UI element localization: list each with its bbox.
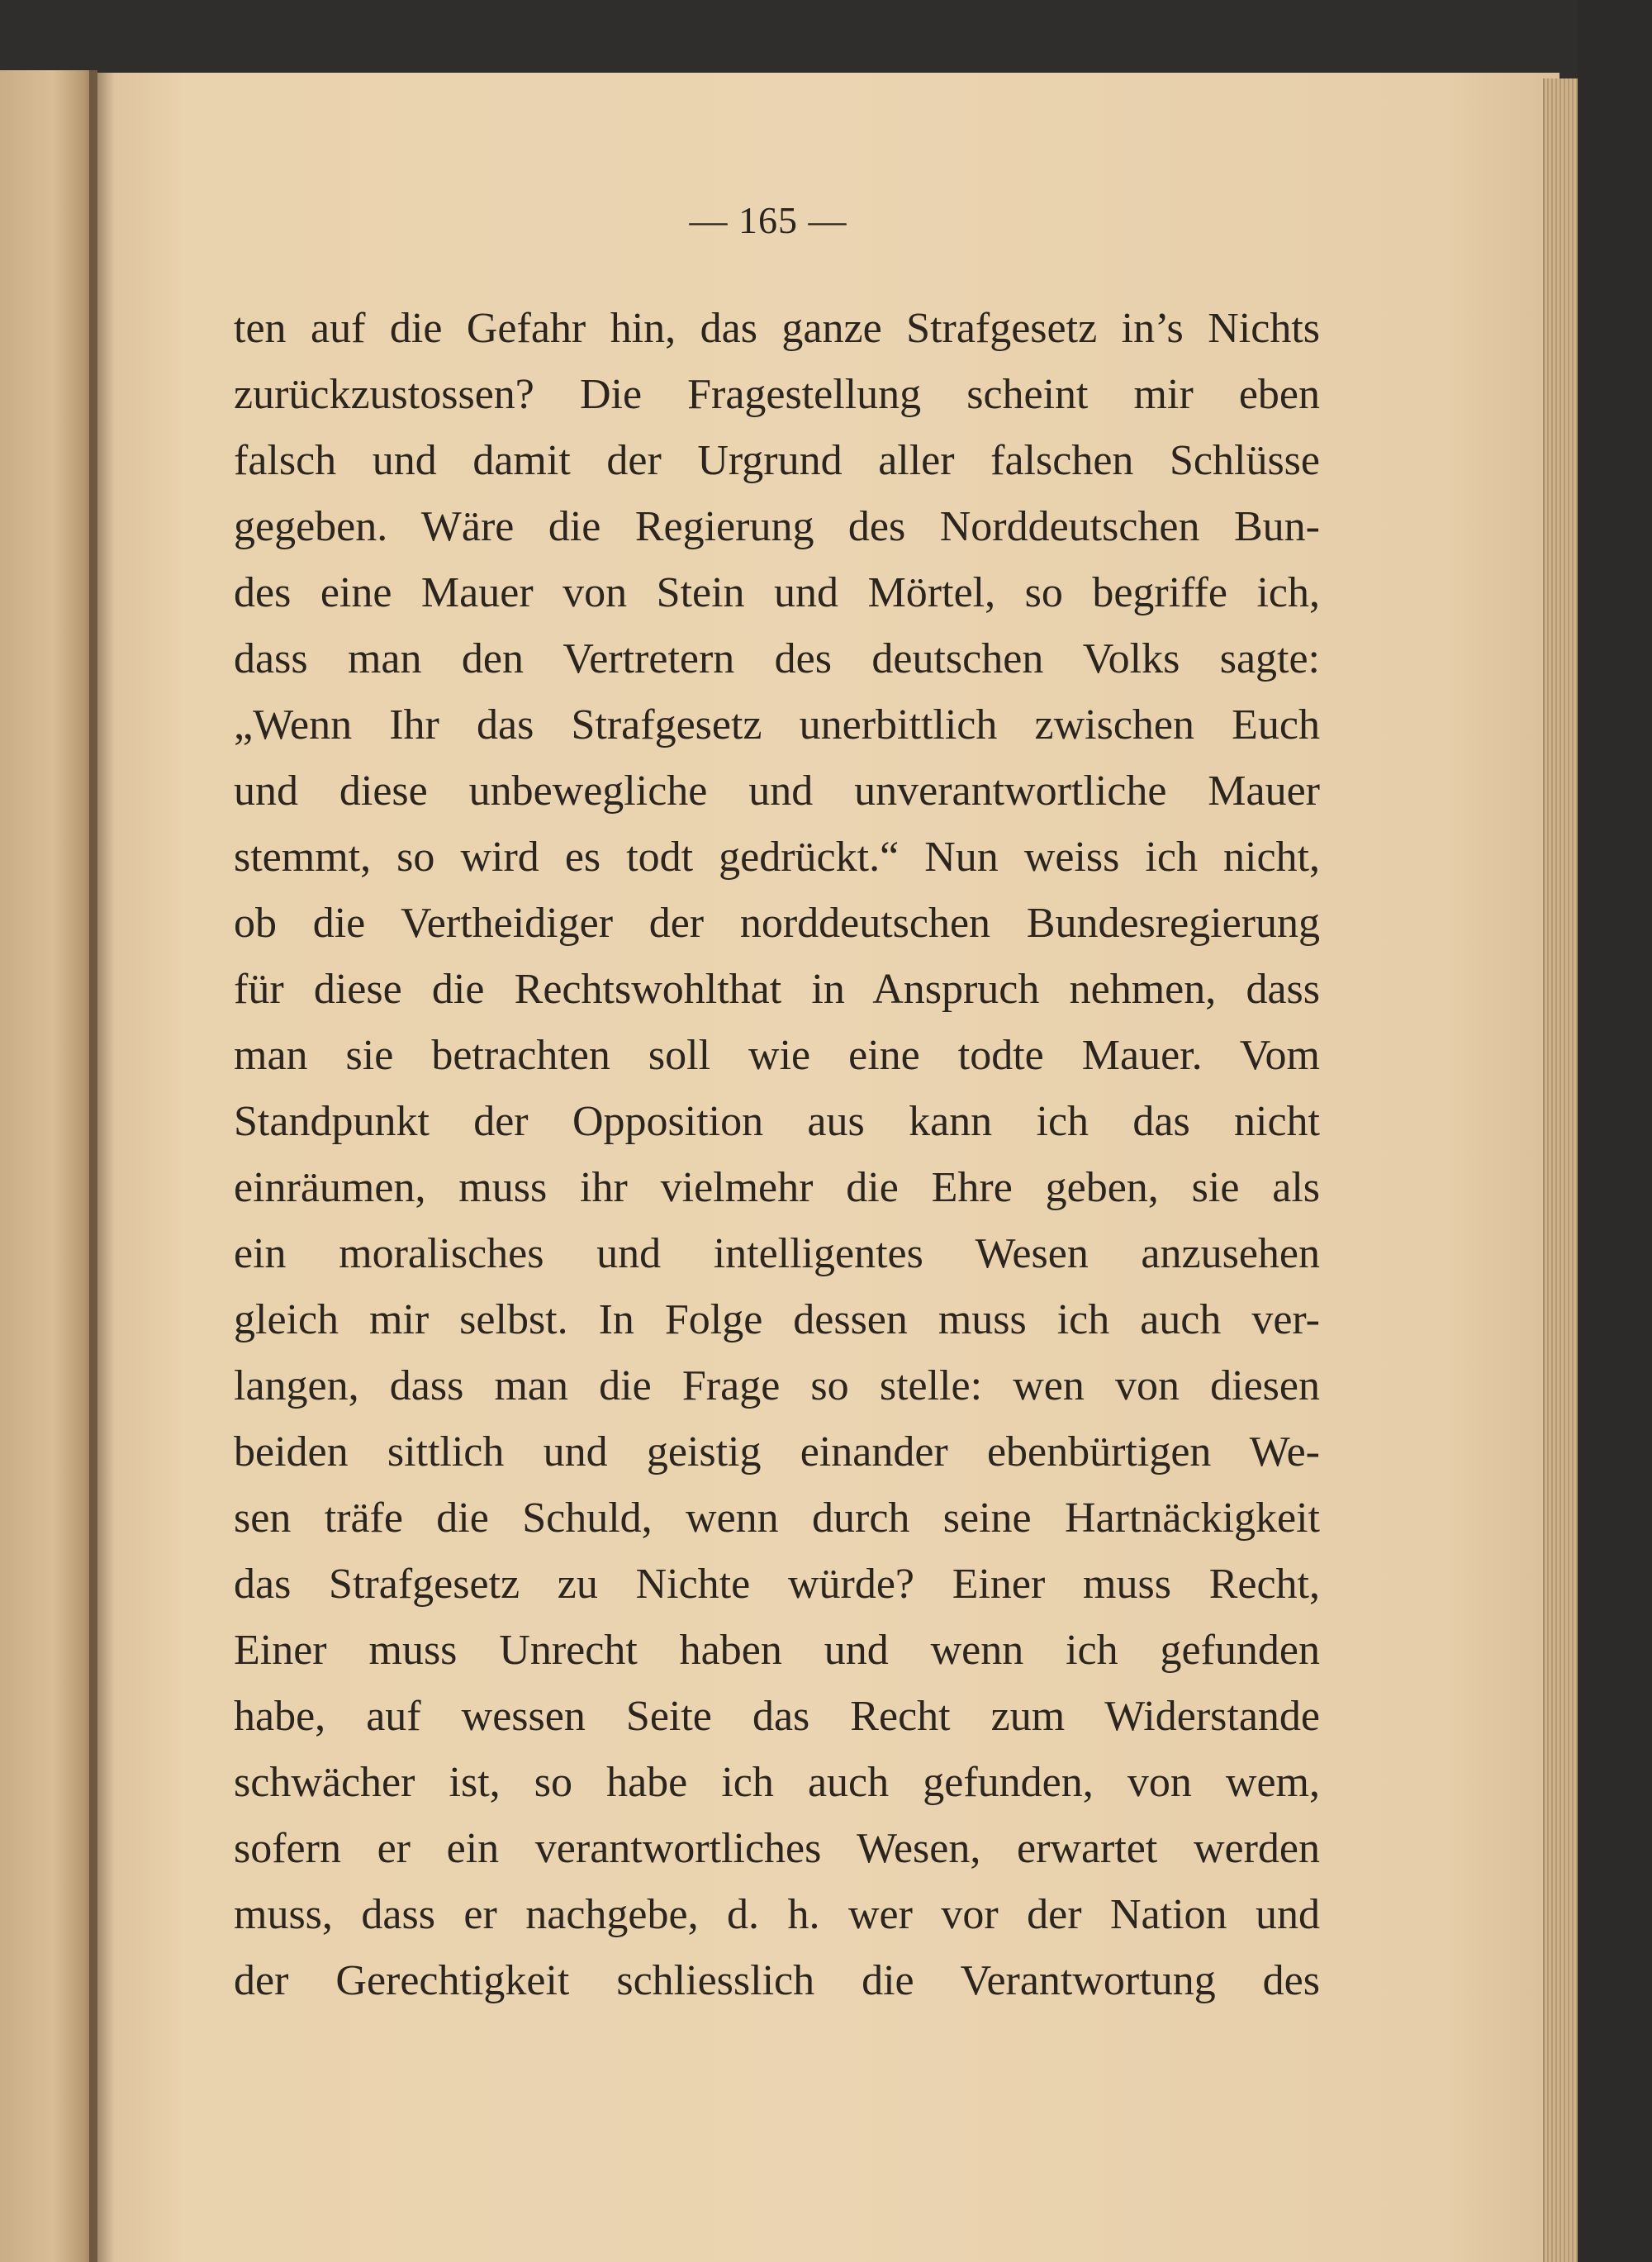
text-line: einräumen, muss ihr vielmehr die Ehre geben, sie als: [234, 1164, 1320, 1211]
page-number-text: — 165 —: [689, 199, 847, 241]
text-line: schwächer ist, so habe ich auch gefunden, von wem,: [234, 1759, 1320, 1806]
text-line: dass man den Vertretern des deutschen Volks sagte:: [234, 635, 1320, 682]
text-line: des eine Mauer von Stein und Mörtel, so begriffe ich,: [234, 569, 1320, 616]
text-line: „Wenn Ihr das Strafgesetz unerbittlich zwischen Euch: [234, 701, 1320, 748]
text-line: stemmt, so wird es todt gedrückt.“ Nun weiss ich nicht,: [234, 834, 1320, 881]
text-line: zurückzustossen? Die Fragestellung scheint mir eben: [234, 371, 1320, 418]
text-line: falsch und damit der Urgrund aller falschen Schlüsse: [234, 437, 1320, 484]
text-line: ten auf die Gefahr hin, das ganze Strafgesetz in’s Nichts: [234, 305, 1320, 352]
text-line: man sie betrachten soll wie eine todte Mauer. Vom: [234, 1032, 1320, 1079]
text-line: Einer muss Unrecht haben und wenn ich gefunden: [234, 1627, 1320, 1674]
text-line: muss, dass er nachgebe, d. h. wer vor der Nation und: [234, 1891, 1320, 1938]
text-line: sofern er ein verantwortliches Wesen, erwartet werden: [234, 1825, 1320, 1872]
facing-page-edge: [0, 70, 97, 2262]
text-line: das Strafgesetz zu Nichte würde? Einer muss Recht,: [234, 1561, 1320, 1608]
text-line: ob die Vertheidiger der norddeutschen Bundesregierung: [234, 900, 1320, 947]
text-line: und diese unbewegliche und unverantwortliche Mauer: [234, 767, 1320, 815]
text-line: beiden sittlich und geistig einander ebenbürtigen We-: [234, 1428, 1320, 1476]
text-line: sen träfe die Schuld, wenn durch seine Hartnäckigkeit: [234, 1495, 1320, 1542]
page-gutter-shadow: [89, 70, 114, 2262]
scanner-backdrop-right: [1578, 0, 1652, 2262]
page-number: [0, 198, 1652, 242]
page-edge-stack: [1543, 78, 1579, 2262]
text-line: habe, auf wessen Seite das Recht zum Widerstande: [234, 1693, 1320, 1740]
scanner-backdrop: [0, 0, 1652, 78]
body-text: [234, 296, 1320, 2014]
text-line: Standpunkt der Opposition aus kann ich das nicht: [234, 1098, 1320, 1145]
text-line: ein moralisches und intelligentes Wesen anzusehen: [234, 1230, 1320, 1277]
text-line: der Gerechtigkeit schliesslich die Verantwortung des: [234, 1957, 1320, 2004]
text-line: für diese die Rechtswohlthat in Anspruch nehmen, dass: [234, 966, 1320, 1013]
text-line: langen, dass man die Frage so stelle: wen von diesen: [234, 1362, 1320, 1409]
text-line: gleich mir selbst. In Folge dessen muss ich auch ver-: [234, 1296, 1320, 1343]
text-line: gegeben. Wäre die Regierung des Norddeutschen Bun-: [234, 503, 1320, 550]
